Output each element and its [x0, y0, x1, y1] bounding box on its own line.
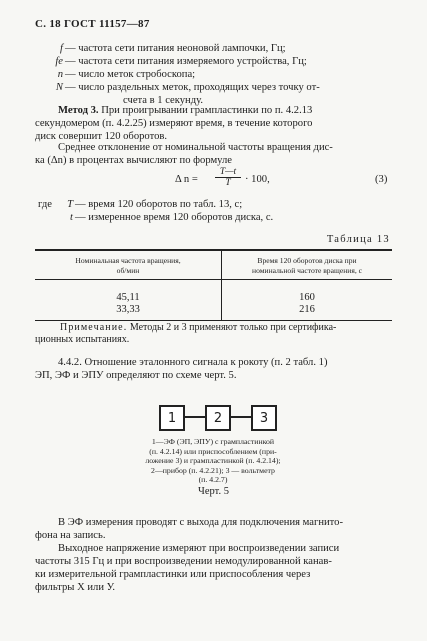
method3-line2: секундомером (п. 4.2.25) измеряют время, в течение которого [35, 118, 313, 129]
caption-line: 2—прибор (п. 4.2.21); 3 — вольтметр [151, 465, 275, 475]
table-header-col2-line1: Время 120 оборотов диска при [257, 256, 357, 265]
symbol-t: t [70, 212, 73, 223]
diagram-box-1: 1 [159, 405, 185, 431]
formula-rhs: · 100, [245, 174, 270, 185]
symbol-f: f [60, 43, 63, 54]
table-row [35, 292, 221, 315]
table-title: Таблица 13 [326, 234, 390, 245]
caption-line: (п. 4.2.14) или приспособлением (при- [149, 446, 277, 456]
table-top-rule [35, 249, 392, 251]
where-label: где [38, 199, 52, 210]
figure-title: Черт. 5 [198, 486, 229, 497]
diagram-wire-2-3 [231, 416, 252, 418]
final-line3: Выходное напряжение измеряют при воспроизведении записи [58, 543, 340, 554]
table-row [222, 292, 392, 315]
table-header-col1 [35, 256, 221, 275]
definition-n: — число меток стробоскопа; [65, 69, 196, 80]
symbol-fe: fe [55, 56, 63, 67]
definition-N: — число раздельных меток, проходящих через точку от- [65, 82, 320, 93]
formula-number: (3) [375, 174, 388, 185]
method3-text: При проигрывании грампластинки по п. 4.2.13 [101, 105, 313, 116]
table-cell: 33,33 [116, 303, 140, 315]
table-bottom-rule [35, 320, 392, 321]
formula-numerator: T—t [215, 167, 241, 178]
caption-line: (п. 4.2.7) [198, 475, 228, 484]
method3-label: Метод 3. [58, 105, 99, 116]
diagram-caption [95, 437, 331, 485]
table-cell: 160 [299, 292, 315, 303]
table-header-col2 [222, 256, 392, 275]
symbol-N: N [55, 82, 63, 93]
method3-line1 [58, 104, 312, 117]
definition-t: — измеренное время 120 оборотов диска, с. [75, 212, 274, 223]
section-442-line1: 4.4.2. Отношение эталонного сигнала к рокоту (п. 2 табл. 1) [58, 357, 328, 368]
method3-line3: диск совершит 120 оборотов. [35, 131, 168, 142]
note-line2: ционных испытаниях. [35, 334, 130, 345]
final-line1: В ЭФ измерения проводят с выхода для подключения магнито- [58, 517, 343, 528]
deviation-line1: Среднее отклонение от номинальной частоты вращения дис- [58, 142, 333, 153]
note-text: Методы 2 и 3 применяют только при сертифика- [129, 322, 337, 333]
table-cell: 216 [299, 303, 315, 315]
final-line2: фона на запись. [35, 530, 106, 541]
diagram-box-3: 3 [251, 405, 277, 431]
note-line1 [60, 322, 336, 334]
diagram-wire-1-2 [185, 416, 206, 418]
table-header-col1-line1: Номинальная частота вращения, [75, 256, 181, 265]
symbol-T: T [67, 199, 73, 210]
deviation-line2: ка (Δn) в процентах вычисляют по формуле [35, 155, 232, 166]
diagram-box-2: 2 [205, 405, 231, 431]
final-line5: ки измерительной грампластинки или приспособления через [35, 569, 311, 580]
formula [163, 167, 313, 191]
final-line6: фильтры X или У. [35, 582, 116, 593]
table-header-col2-line2: номинальной частоте вращения, с [252, 265, 362, 275]
definition-T: — время 120 оборотов по табл. 13, с; [75, 199, 243, 210]
definition-N-continued: счета в 1 секунду. [123, 95, 203, 106]
definition-fe: — частота сети питания измеряемого устройства, Гц; [65, 56, 307, 67]
caption-line: ложение 3) и грампластинкой (п. 4.2.14); [145, 456, 281, 465]
caption-line: 1—ЭФ (ЭП, ЭПУ) с грампластинкой [151, 437, 275, 446]
page-header: С. 18 ГОСТ 11157—87 [35, 18, 150, 30]
table-header-rule [35, 279, 392, 280]
table-header-col1-line2: об/мин [116, 265, 140, 275]
formula-lhs: Δ n = [175, 174, 198, 185]
final-line4: частоты 315 Гц и при воспроизведении немодулированной канав- [35, 556, 332, 567]
symbol-n: n [57, 69, 63, 80]
definition-f: — частота сети питания неоновой лампочки, Гц; [65, 43, 286, 54]
note-label: Примечание. [60, 322, 128, 333]
formula-fraction [215, 167, 241, 189]
section-442-line2: ЭП, ЭФ и ЭПУ определяют по схеме черт. 5. [35, 370, 237, 381]
formula-denominator: T [225, 178, 231, 188]
table-cell: 45,11 [116, 292, 140, 303]
